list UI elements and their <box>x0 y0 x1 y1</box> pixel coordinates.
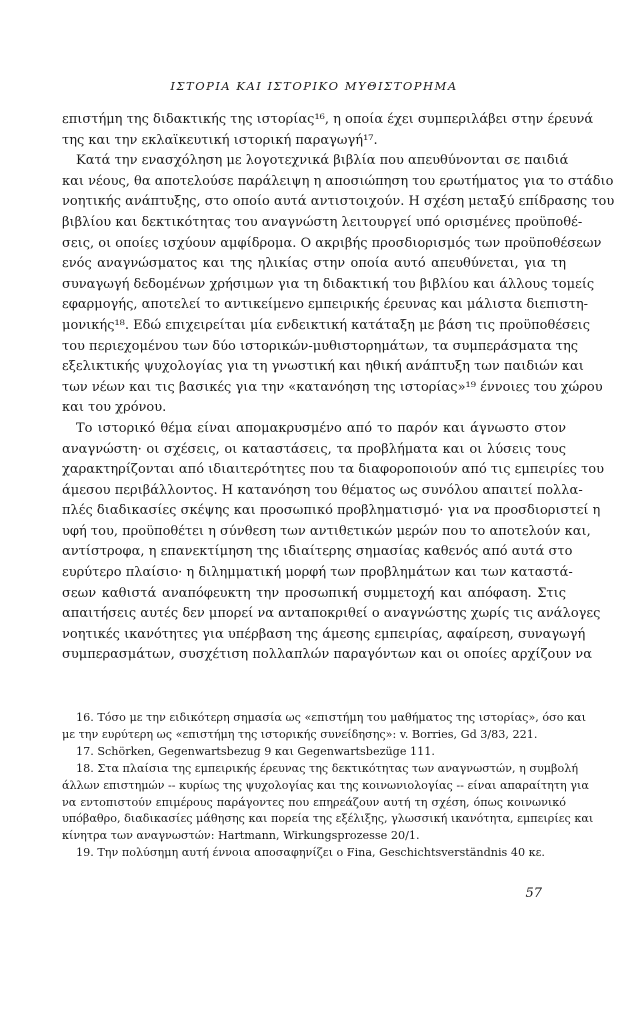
text-line: και νέους, θα αποτελούσε παράλειψη η αποσιώπηση του ερωτήματος για το στάδιο <box>62 173 614 189</box>
page-number: 57 <box>525 886 542 901</box>
running-head: ΙΣΤΟΡΙΑ ΚΑΙ ΙΣΤΟΡΙΚΟ ΜΥΘΙΣΤΟΡΗΜΑ <box>170 79 458 93</box>
text-line: χαρακτηρίζονται από ιδιαιτερότητες που τα διαφοροποιούν από τις εμπειρίες του <box>62 462 604 478</box>
text-line: και του χρόνου. <box>62 400 167 416</box>
text-line: βιβλίου και δεκτικότητας του αναγνώστη λειτουργεί υπό ορισμένες προϋποθέ- <box>62 214 583 230</box>
text-line: νοητικής ανάπτυξης, στο οποίο αυτά αντιστοιχούν. Η σχέση μεταξύ επίδρασης του <box>62 194 615 210</box>
text-line: εφαρμογής, αποτελεί το αντικείμενο εμπειρικής έρευνας και μάλιστα διεπιστη- <box>62 297 588 313</box>
footnotes <box>62 710 594 862</box>
footnote-line: υπόβαθρο, διαδικασίες μάθησης και πορεία της εξέλιξης, γλωσσική ικανότητα, εμπειρίες και <box>62 812 594 826</box>
text-line: των νέων και τις βασικές για την «κατανόηση της ιστορίας»¹⁹ έννοιες του χώρου <box>62 379 603 395</box>
text-line: Κατά την ενασχόληση με λογοτεχνικά βιβλία που απευθύνονται σε παιδιά <box>76 153 569 169</box>
footnote-line: να εντοπιστούν επιμέρους παράγοντες που επηρεάζουν αυτή τη σχέση, όπως κοινωνικό <box>62 795 566 809</box>
text-line: συναγωγή δεδομένων χρήσιμων για τη διδακτική του βιβλίου και άλλους τομείς <box>62 276 595 292</box>
text-line: του περιεχομένου των δύο ιστορικών-μυθιστορημάτων, τα συμπεράσματα της <box>62 338 579 354</box>
footnote-line: με την ευρύτερη ως «επιστήμη της ιστορικής συνείδησης»: v. Borries, Gd 3/83, 221. <box>62 727 538 741</box>
text-line: αντίστροφα, η επανεκτίμηση της ιδιαίτερης σημασίας καθενός από αυτά στο <box>62 544 573 560</box>
text-line: νοητικές ικανότητες για υπέρβαση της άμεσης εμπειρίας, αφαίρεση, συναγωγή <box>62 626 586 642</box>
text-line: απαιτήσεις αυτές δεν μπορεί να ανταποκριθεί ο αναγνώστης χωρίς τις ανάλογες <box>62 606 601 622</box>
footnote-line: 16. Τόσο με την ειδικότερη σημασία ως «επιστήμη του μαθήματος της ιστορίας», όσο και <box>76 711 586 724</box>
text-line: Το ιστορικό θέμα είναι απομακρυσμένο από το παρόν και άγνωστο στον <box>76 420 566 436</box>
text-line: εξελικτικής ψυχολογίας για τη γνωστική και ηθική ανάπτυξη των παιδιών και <box>62 359 584 375</box>
footnote-line: 18. Στα πλαίσια της εμπειρικής έρευνας της δεκτικότητας των αναγνωστών, η συμβολή <box>76 761 579 775</box>
text-line: επιστήμη της διδακτικής της ιστορίας¹⁶, η οποία έχει συμπεριλάβει στην έρευνά <box>62 112 594 127</box>
text-line: πλές διαδικασίες σκέψης και προσωπικό προβληματισμό· για να προσδιοριστεί η <box>62 503 601 519</box>
footnote-line: 17. Schörken, Gegenwartsbezug 9 και Gegenwartsbezüge 111. <box>76 744 435 758</box>
text-line: συμπερασμάτων, συσχέτιση πολλαπλών παραγόντων και οι οποίες αρχίζουν να <box>62 647 592 663</box>
text-line: της και την εκλαϊκευτική ιστορική παραγωγή¹⁷. <box>62 132 378 148</box>
text-line: αναγνώστη· οι σχέσεις, οι καταστάσεις, τα προβλήματα και οι λύσεις τους <box>62 441 566 457</box>
text-line: ενός αναγνώσματος και της ηλικίας στην οποία αυτό απευθύνεται, για τη <box>62 256 566 272</box>
body-text <box>62 110 615 666</box>
text-line: άμεσου περιβάλλοντος. Η κατανόηση του θέματος ως συνόλου απαιτεί πολλα- <box>62 482 583 498</box>
footnote-line: κίνητρα των αναγνωστών: Hartmann, Wirkungsprozesse 20/1. <box>62 829 420 843</box>
footnote-line: 19. Την πολύσημη αυτή έννοια αποσαφηνίζει ο Fina, Geschichtsverständnis 40 κε. <box>76 846 545 860</box>
footnote-line: άλλων επιστημών -- κυρίως της ψυχολογίας και της κοινωνιολογίας -- είναι απαραίτητη για <box>62 778 589 792</box>
text-line: μονικής¹⁸. Εδώ επιχειρείται μία ενδεικτική κατάταξη με βάση τις προϋποθέσεις <box>62 317 591 333</box>
text-line: σεις, οι οποίες ισχύουν αμφίδρομα. Ο ακριβής προσδιορισμός των προϋποθέσεων <box>62 235 602 251</box>
text-line: ευρύτερο πλαίσιο· η διλημματική μορφή των προβλημάτων και των καταστά- <box>62 565 573 581</box>
text-line: υφή του, προϋποθέτει η σύνθεση των αντιθετικών μερών που το αποτελούν και, <box>62 523 591 539</box>
text-line: σεων καθιστά αναπόφευκτη την προσωπική συμμετοχή και απόφαση. Στις <box>62 585 566 601</box>
